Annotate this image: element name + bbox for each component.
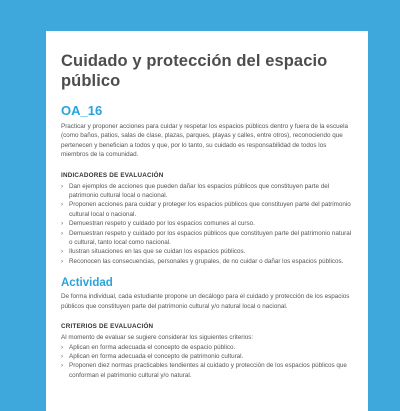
criteria-intro: Al momento de evaluar se sugiere considerar los siguientes criterios: (61, 334, 254, 342)
page-title-line-1: Cuidado y protección del espacio (61, 52, 328, 70)
indicators-list (61, 182, 352, 267)
objective-code: OA_16 (61, 103, 103, 118)
arrow-right-icon: › (61, 201, 64, 209)
page-title (61, 51, 352, 91)
document-page (46, 31, 368, 411)
arrow-right-icon: › (61, 229, 64, 237)
criteria-heading: CRITERIOS DE EVALUACIÓN (61, 323, 154, 331)
arrow-right-icon: › (61, 220, 64, 228)
list-item: › Ilustran situaciones en las que se cuidan los espacios públicos. (61, 248, 246, 256)
arrow-right-icon: › (61, 352, 64, 360)
criteria-list (61, 343, 352, 381)
arrow-right-icon: › (61, 182, 64, 190)
list-item: › Proponen diez normas practicables tendientes al cuidado y protección de los espacios públicos que conforman el patrimonio cultural y/o natural. (61, 362, 347, 379)
list-item: › Dan ejemplos de acciones que pueden dañar los espacios públicos que constituyen parte del patrimonio cultural local o nacional. (61, 182, 330, 200)
arrow-right-icon: › (61, 257, 64, 265)
list-item: › Aplican en forma adecuada el concepto de patrimonio cultural. (61, 352, 244, 360)
arrow-right-icon: › (61, 248, 64, 256)
list-item: › Proponen acciones para cuidar y proteger los espacios públicos que constituyen parte del patrimonio cultural local o nacional. (61, 201, 351, 218)
objective-text: Practicar y proponer acciones para cuidar y respetar los espacios públicos dentro y fuera de la escuela (como baños, patios, salas de clase, plazas, parques, playas y calles, entre otros), reconociendo que pertenecen y benefician a todos y que, por lo tanto, su cuidado es responsabilidad de todos los miembros de la comunidad. (61, 123, 349, 159)
indicators-heading: INDICADORES DE EVALUACIÓN (61, 171, 164, 179)
list-item: › Demuestran respeto y cuidado por los espacios públicos que constituyen parte del patrimonio natural o cultural, tanto local como nacional. (61, 229, 352, 247)
activity-title: Actividad (61, 277, 113, 290)
list-item: › Demuestran respeto y cuidado por los espacios comunes al curso. (61, 220, 255, 228)
arrow-right-icon: › (61, 343, 64, 351)
page-title-line-2: público (61, 72, 121, 90)
list-item: › Reconocen las consecuencias, personales y grupales, de no cuidar o dañar los espacios públicos. (61, 257, 344, 265)
list-item: › Aplican en forma adecuada el concepto de espacio público. (61, 343, 236, 351)
arrow-right-icon: › (61, 362, 64, 370)
activity-text: De forma individual, cada estudiante propone un decálogo para el cuidado y protección de los espacios públicos que constituyen parte del patrimonio cultural y/o natural local o nacional. (61, 293, 350, 310)
